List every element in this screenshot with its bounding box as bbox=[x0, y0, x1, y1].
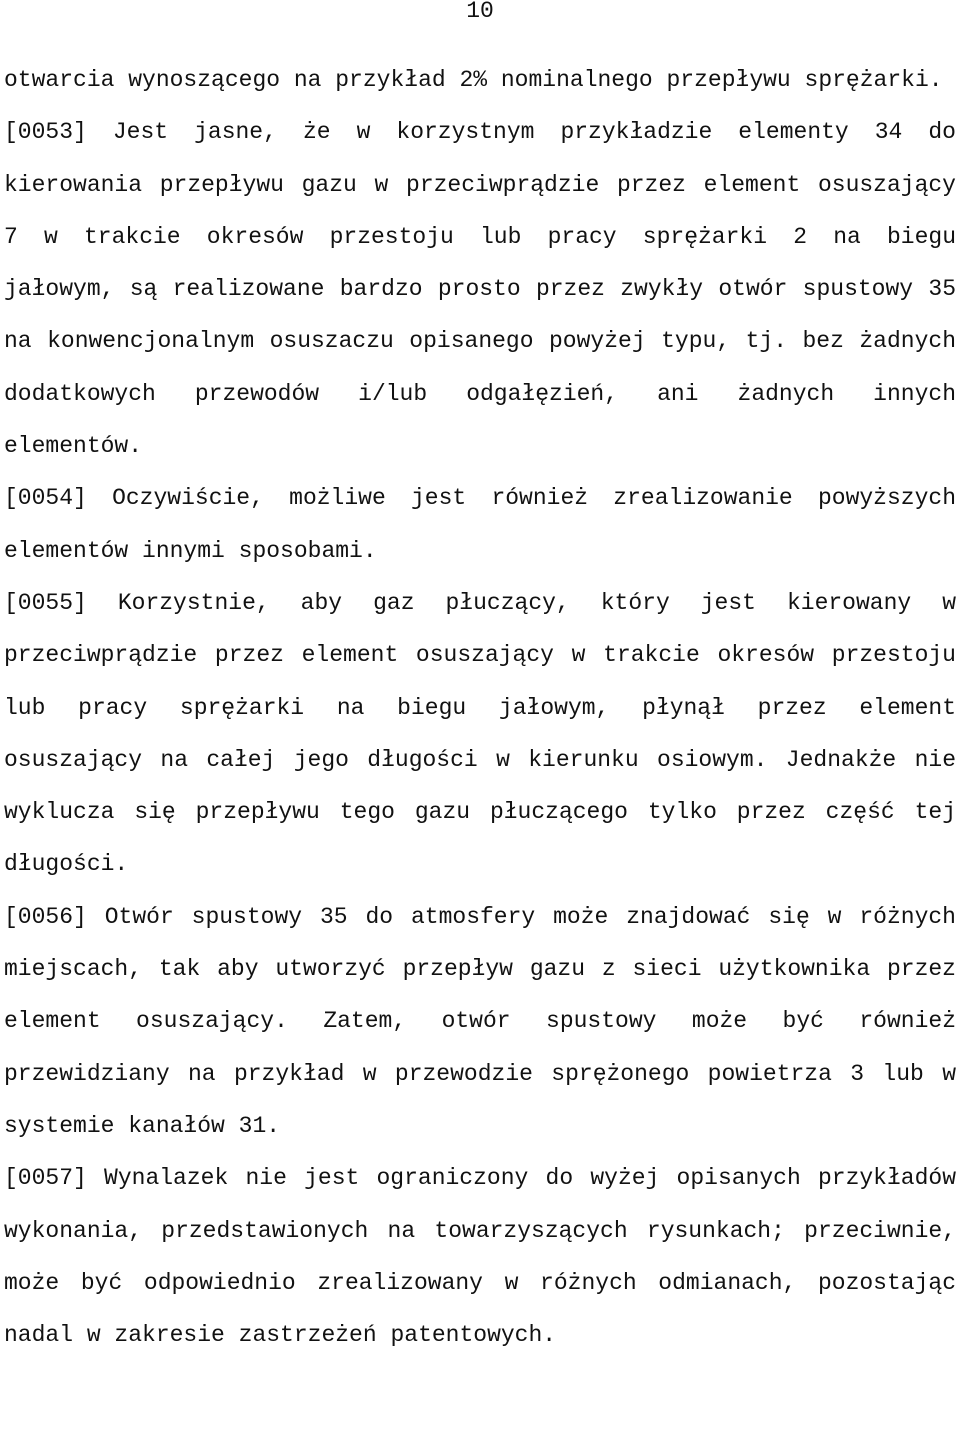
page-number: 10 bbox=[466, 0, 494, 24]
paragraph-0055 bbox=[4, 577, 956, 891]
paragraph-number: [0056] bbox=[4, 903, 87, 930]
paragraph-0053 bbox=[4, 106, 956, 472]
paragraph-text: Wynalazek nie jest ograniczony do wyżej opisanych przykładów wykonania, przedstawionych na towarzyszących rysunkach; przeciwnie, może być odpowiednio zrealizowany w różnych odmianach, pozostając nadal w zakresie zastrzeżeń patentowych. bbox=[4, 1165, 956, 1349]
paragraph-0054 bbox=[4, 472, 956, 577]
paragraph-text: Otwór spustowy 35 do atmosfery może znajdować się w różnych miejscach, tak aby utworzyć przepływ gazu z sieci użytkownika przez element osuszający. Zatem, otwór spustowy może być również przewidziany na przykład w przewodzie sprężonego powietrza 3 lub w systemie kanałów 31. bbox=[4, 903, 956, 1139]
document-body bbox=[4, 54, 956, 1361]
paragraph-number: [0054] bbox=[4, 485, 87, 512]
paragraph-text: otwarcia wynoszącego na przykład 2% nominalnego przepływu sprężarki. bbox=[4, 67, 943, 93]
paragraph-0056 bbox=[4, 891, 956, 1152]
paragraph-number: [0053] bbox=[4, 119, 87, 146]
paragraph-text: Oczywiście, możliwe jest również zrealizowanie powyższych elementów innymi sposobami. bbox=[4, 485, 956, 564]
paragraph-0057 bbox=[4, 1152, 956, 1361]
paragraph-number: [0055] bbox=[4, 589, 87, 616]
paragraph-text: Jest jasne, że w korzystnym przykładzie elementy 34 do kierowania przepływu gazu w przeciwprądzie przez element osuszający 7 w trakcie okresów przestoju lub pracy sprężarki 2 na biegu jałowym, są realizowane bardzo prosto przez zwykły otwór spustowy 35 na konwencjonalnym osuszaczu opisanego powyżej typu, tj. bez żadnych dodatkowych przewodów i/lub odgałęzień, ani żadnych innych elementów. bbox=[4, 119, 956, 460]
paragraph-number: [0057] bbox=[4, 1165, 87, 1192]
paragraph-continuation bbox=[4, 54, 956, 106]
paragraph-text: Korzystnie, aby gaz płuczący, który jest kierowany w przeciwprądzie przez element osuszający w trakcie okresów przestoju lub pracy sprężarki na biegu jałowym, płynął przez element osuszający na całej jego długości w kierunku osiowym. Jednakże nie wyklucza się przepływu tego gazu płuczącego tylko przez część tej długości. bbox=[4, 589, 956, 878]
